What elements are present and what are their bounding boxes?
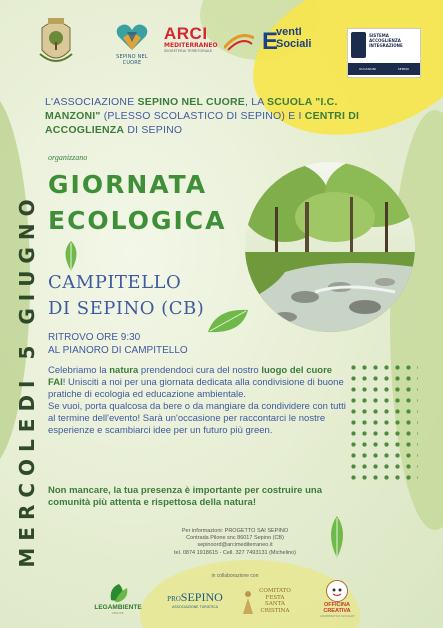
comune-crest-logo	[38, 14, 74, 68]
contact-line: Per informazioni: PROGETTO SAI SEPINO	[181, 528, 289, 534]
legambiente-logo	[90, 582, 146, 615]
arci-subtitle: MEDITERRANEO	[164, 42, 218, 49]
officina-sub: COOPERATIVA SOCIALE	[319, 614, 355, 618]
body-text-part: ! Unisciti a noi per una giornata dedicata alla condivisione di buone pratiche di ecologia ed educazione ambientale.	[48, 377, 344, 400]
body-text-part: Celebriamo la	[48, 365, 110, 376]
intro-text-part: (PLESSO SCOLASTICO DI SEPINO) E I	[100, 110, 305, 122]
comitato-line: SANTA	[265, 601, 285, 607]
location-line1: CAMPITELLO	[48, 272, 182, 293]
logos-row	[0, 10, 443, 70]
eventi-line1: ventI	[276, 26, 302, 38]
description-paragraph	[48, 365, 348, 401]
description	[48, 365, 348, 437]
legambiente-sub: MOLISE	[112, 611, 124, 615]
arci-swoosh-icon	[224, 32, 254, 52]
contact-info	[150, 528, 320, 557]
decor-dot-grid	[348, 362, 418, 482]
meeting-info	[48, 331, 188, 357]
contact-phone: tel. 0874 1918615 - Cell. 327 7493131 (Michelino)	[174, 549, 296, 556]
sepino-logo-label: SEPINO NEL CUORE	[116, 54, 148, 66]
sai-bottom-right: SEPINO	[397, 67, 409, 71]
comitato-line: CRISTINA	[260, 607, 290, 614]
eventi-line2: Sociali	[276, 38, 312, 50]
event-date: MERCOLEDI 5 GIUGNO	[15, 192, 39, 568]
prosepino-sub: ASSOCIAZIONE TURISTICA	[172, 605, 218, 609]
forest-stream-photo	[245, 162, 415, 332]
intro-text-part: , LA	[244, 96, 267, 108]
legambiente-name: LEGAMBIENTE	[94, 604, 142, 611]
leaf-icon	[60, 240, 82, 272]
comitato-figure-icon	[242, 590, 254, 616]
comitato-line: COMITATO	[259, 588, 291, 594]
eventi-sociali-logo	[262, 26, 328, 70]
officina-name: OFFICINA CREATIVA	[323, 602, 351, 614]
comitato-line: FESTA	[265, 594, 285, 601]
prosepino-logo	[165, 590, 225, 609]
leaf-icon	[206, 306, 250, 336]
meeting-place: AL PIANORO DI CAMPITELLO	[48, 345, 188, 356]
sai-mark-icon	[351, 32, 366, 58]
arci-logo	[164, 24, 254, 68]
intro-text	[45, 95, 385, 137]
title-line1: GIORNATA	[48, 170, 208, 199]
intro-text-part: L'ASSOCIAZIONE	[45, 96, 138, 108]
body-text-part: prendendoci cura del nostro	[138, 365, 262, 376]
comitato-logo	[246, 588, 296, 614]
eventi-big-letter: E	[262, 28, 279, 55]
vertical-date-strip	[12, 170, 42, 590]
prosepino-name: SEPINO	[180, 590, 223, 604]
description-paragraph: Se vuoi, porta qualcosa da bere o da mangiare da condividere con tutti al termine dell'evento! Sarà un'occasione per raccontarci le nostre esperienze e scambiarci idee per un futuro più green.	[48, 401, 346, 436]
legambiente-icon	[107, 582, 129, 604]
heart-icon	[115, 22, 149, 52]
intro-bold-part: CENTRI DI ACCOGLIENZA	[45, 110, 360, 136]
officina-face-icon	[326, 580, 348, 602]
meeting-time: RITROVO ORE 9:30	[48, 332, 141, 343]
title-line2: ECOLOGICA	[48, 206, 227, 235]
collaboration-label: in collaborazione con	[211, 573, 259, 579]
leaf-icon	[325, 515, 349, 559]
sai-text: SISTEMA ACCOGLIENZA INTEGRAZIONE	[369, 33, 403, 48]
officina-creativa-logo	[314, 580, 360, 618]
intro-text-part: DI SEPINO	[124, 124, 183, 136]
organizzano-label: organizzano	[48, 153, 88, 162]
sai-bottom-left: OCCASIONI	[359, 67, 376, 71]
arci-title: ARCI	[164, 24, 208, 43]
location-line2: DI SEPINO (CB)	[48, 298, 205, 319]
body-bold-part: natura	[109, 365, 139, 376]
sepino-nel-cuore-logo	[108, 22, 156, 74]
intro-bold-part: SCUOLA "I.C. MANZONI"	[45, 96, 338, 122]
callout-text: Non mancare, la tua presenza è importante per costruire una comunità più attenta e rispettosa della natura!	[48, 485, 322, 508]
contact-email: sepinoord@arcimediterraneo.it	[197, 542, 273, 549]
body-bold-part: luogo del cuore FAI	[48, 365, 333, 388]
contact-line: Contrada Pilone snc 86017 Sepino (CB)	[186, 535, 284, 542]
intro-bold-part: SEPINO NEL CUORE	[137, 96, 245, 108]
arci-subsubtitle: SEGRETERIA TERRITORIALE	[164, 49, 213, 53]
prosepino-pro: PRO	[167, 595, 181, 603]
sai-logo	[347, 28, 421, 78]
